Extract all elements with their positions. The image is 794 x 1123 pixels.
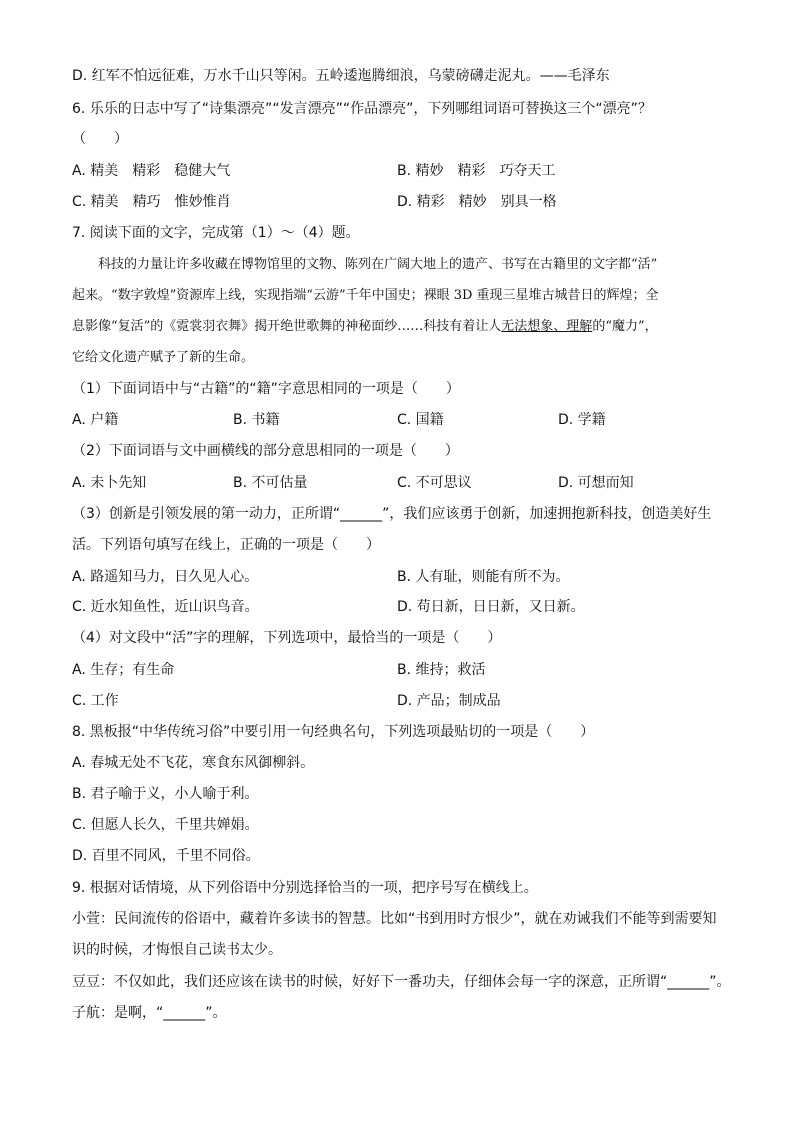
q7-2-option-c: C. 不可思议 xyxy=(397,475,472,491)
q9-xiaoxuan-line2: 识的时候，才悔恨自己读书太少。 xyxy=(72,942,282,958)
passage-line xyxy=(72,317,732,348)
q7-2-option-d: D. 可想而知 xyxy=(558,475,634,491)
q7-passage xyxy=(72,255,732,379)
q6-option-c: C. 精美 精巧 惟妙惟肖 xyxy=(72,194,231,210)
q6-stem: 6. 乐乐的日志中写了“诗集漂亮”“发言漂亮”“作品漂亮”，下列哪组词语可替换这三个“漂亮”？ xyxy=(72,101,652,117)
q7-1-stem: （1）下面词语中与“古籍”的“籍”字意思相同的一项是（ ） xyxy=(72,381,460,397)
q8-stem: 8. 黑板报“中华传统习俗”中要引用一句经典名句，下列选项最贴切的一项是（ ） xyxy=(72,724,595,740)
q7-4-stem: （4）对文段中“活”字的理解，下列选项中，最恰当的一项是（ ） xyxy=(72,630,502,646)
q7-1-option-c: C. 国籍 xyxy=(397,412,444,428)
q8-option-d: D. 百里不同风，千里不同俗。 xyxy=(72,848,260,864)
passage-line: 起来。“数字敦煌”资源库上线，实现指端“云游”千年中国史；裸眼 3D 重现三星堆古城昔日的辉煌；全 xyxy=(72,288,659,303)
underlined-phrase: 无法想象、理解 xyxy=(501,319,593,334)
q7-1-option-d: D. 学籍 xyxy=(558,412,606,428)
q9-xiaoxuan-line1: 小萱：民间流传的俗语中，藏着许多读书的智慧。比如“书到用时方恨少”，就在劝诫我们不能等到需要知 xyxy=(72,911,717,927)
q7-3-stem: （3）创新是引领发展的第一动力，正所谓“______”，我们应该勇于创新，加速拥抱新科技，创造美好生 xyxy=(72,506,712,522)
q5-option-d: D. 红军不怕远征难，万水千山只等闲。五岭逶迤腾细浪，乌蒙磅礴走泥丸。——毛泽东 xyxy=(72,68,610,84)
q9-doudou: 豆豆：不仅如此，我们还应该在读书的时候，好好下一番功夫，仔细体会每一字的深意，正所谓“______”。 xyxy=(72,974,731,990)
q7-4-option-b: B. 维持；救活 xyxy=(397,662,486,678)
q9-zihang: 子航：是啊，“______”。 xyxy=(72,1005,227,1021)
passage-line: 它给文化遗产赋予了新的生命。 xyxy=(72,350,255,365)
passage-text: 息影像“复活”的《霓裳羽衣舞》揭开绝世歌舞的神秘面纱……科技有着让人 xyxy=(72,319,502,334)
q7-stem: 7. 阅读下面的文字，完成第（1）～（4）题。 xyxy=(72,225,360,241)
q8-option-c: C. 但愿人长久，千里共婵娟。 xyxy=(72,817,259,833)
q8-option-a: A. 春城无处不飞花，寒食东风御柳斜。 xyxy=(72,755,315,771)
q7-3-option-b: B. 人有耻，则能有所不为。 xyxy=(397,569,570,585)
q7-4-option-d: D. 产品；制成品 xyxy=(397,693,501,709)
q7-3-option-d: D. 苟日新，日日新，又日新。 xyxy=(397,599,585,615)
q7-3-option-c: C. 近水知鱼性，近山识鸟音。 xyxy=(72,599,259,615)
q6-paren: （ ） xyxy=(72,131,128,147)
passage-text: 的“魔力”， xyxy=(592,319,658,334)
q7-2-stem: （2）下面词语与文中画横线的部分意思相同的一项是（ ） xyxy=(72,443,459,459)
q9-stem: 9. 根据对话情境，从下列俗语中分别选择恰当的一项，把序号写在横线上。 xyxy=(72,880,538,896)
q7-4-option-c: C. 工作 xyxy=(72,693,119,709)
q6-option-a: A. 精美 精彩 稳健大气 xyxy=(72,163,231,179)
q7-2-option-a: A. 未卜先知 xyxy=(72,475,147,491)
q7-1-option-b: B. 书籍 xyxy=(233,412,280,428)
q7-3-option-a: A. 路遥知马力，日久见人心。 xyxy=(72,569,259,585)
q7-4-option-a: A. 生存；有生命 xyxy=(72,662,175,678)
q7-3-stem-cont: 活。下列语句填写在线上，正确的一项是（ ） xyxy=(72,537,380,553)
passage-line: 科技的力量让许多收藏在博物馆里的文物、陈列在广阔大地上的遗产、书写在古籍里的文字都“活” xyxy=(98,257,658,272)
q6-option-d: D. 精彩 精妙 别具一格 xyxy=(397,194,557,210)
q7-2-option-b: B. 不可估量 xyxy=(233,475,308,491)
q7-1-option-a: A. 户籍 xyxy=(72,412,119,428)
q6-option-b: B. 精妙 精彩 巧夺天工 xyxy=(397,163,556,179)
q8-option-b: B. 君子喻于义，小人喻于利。 xyxy=(72,786,259,802)
